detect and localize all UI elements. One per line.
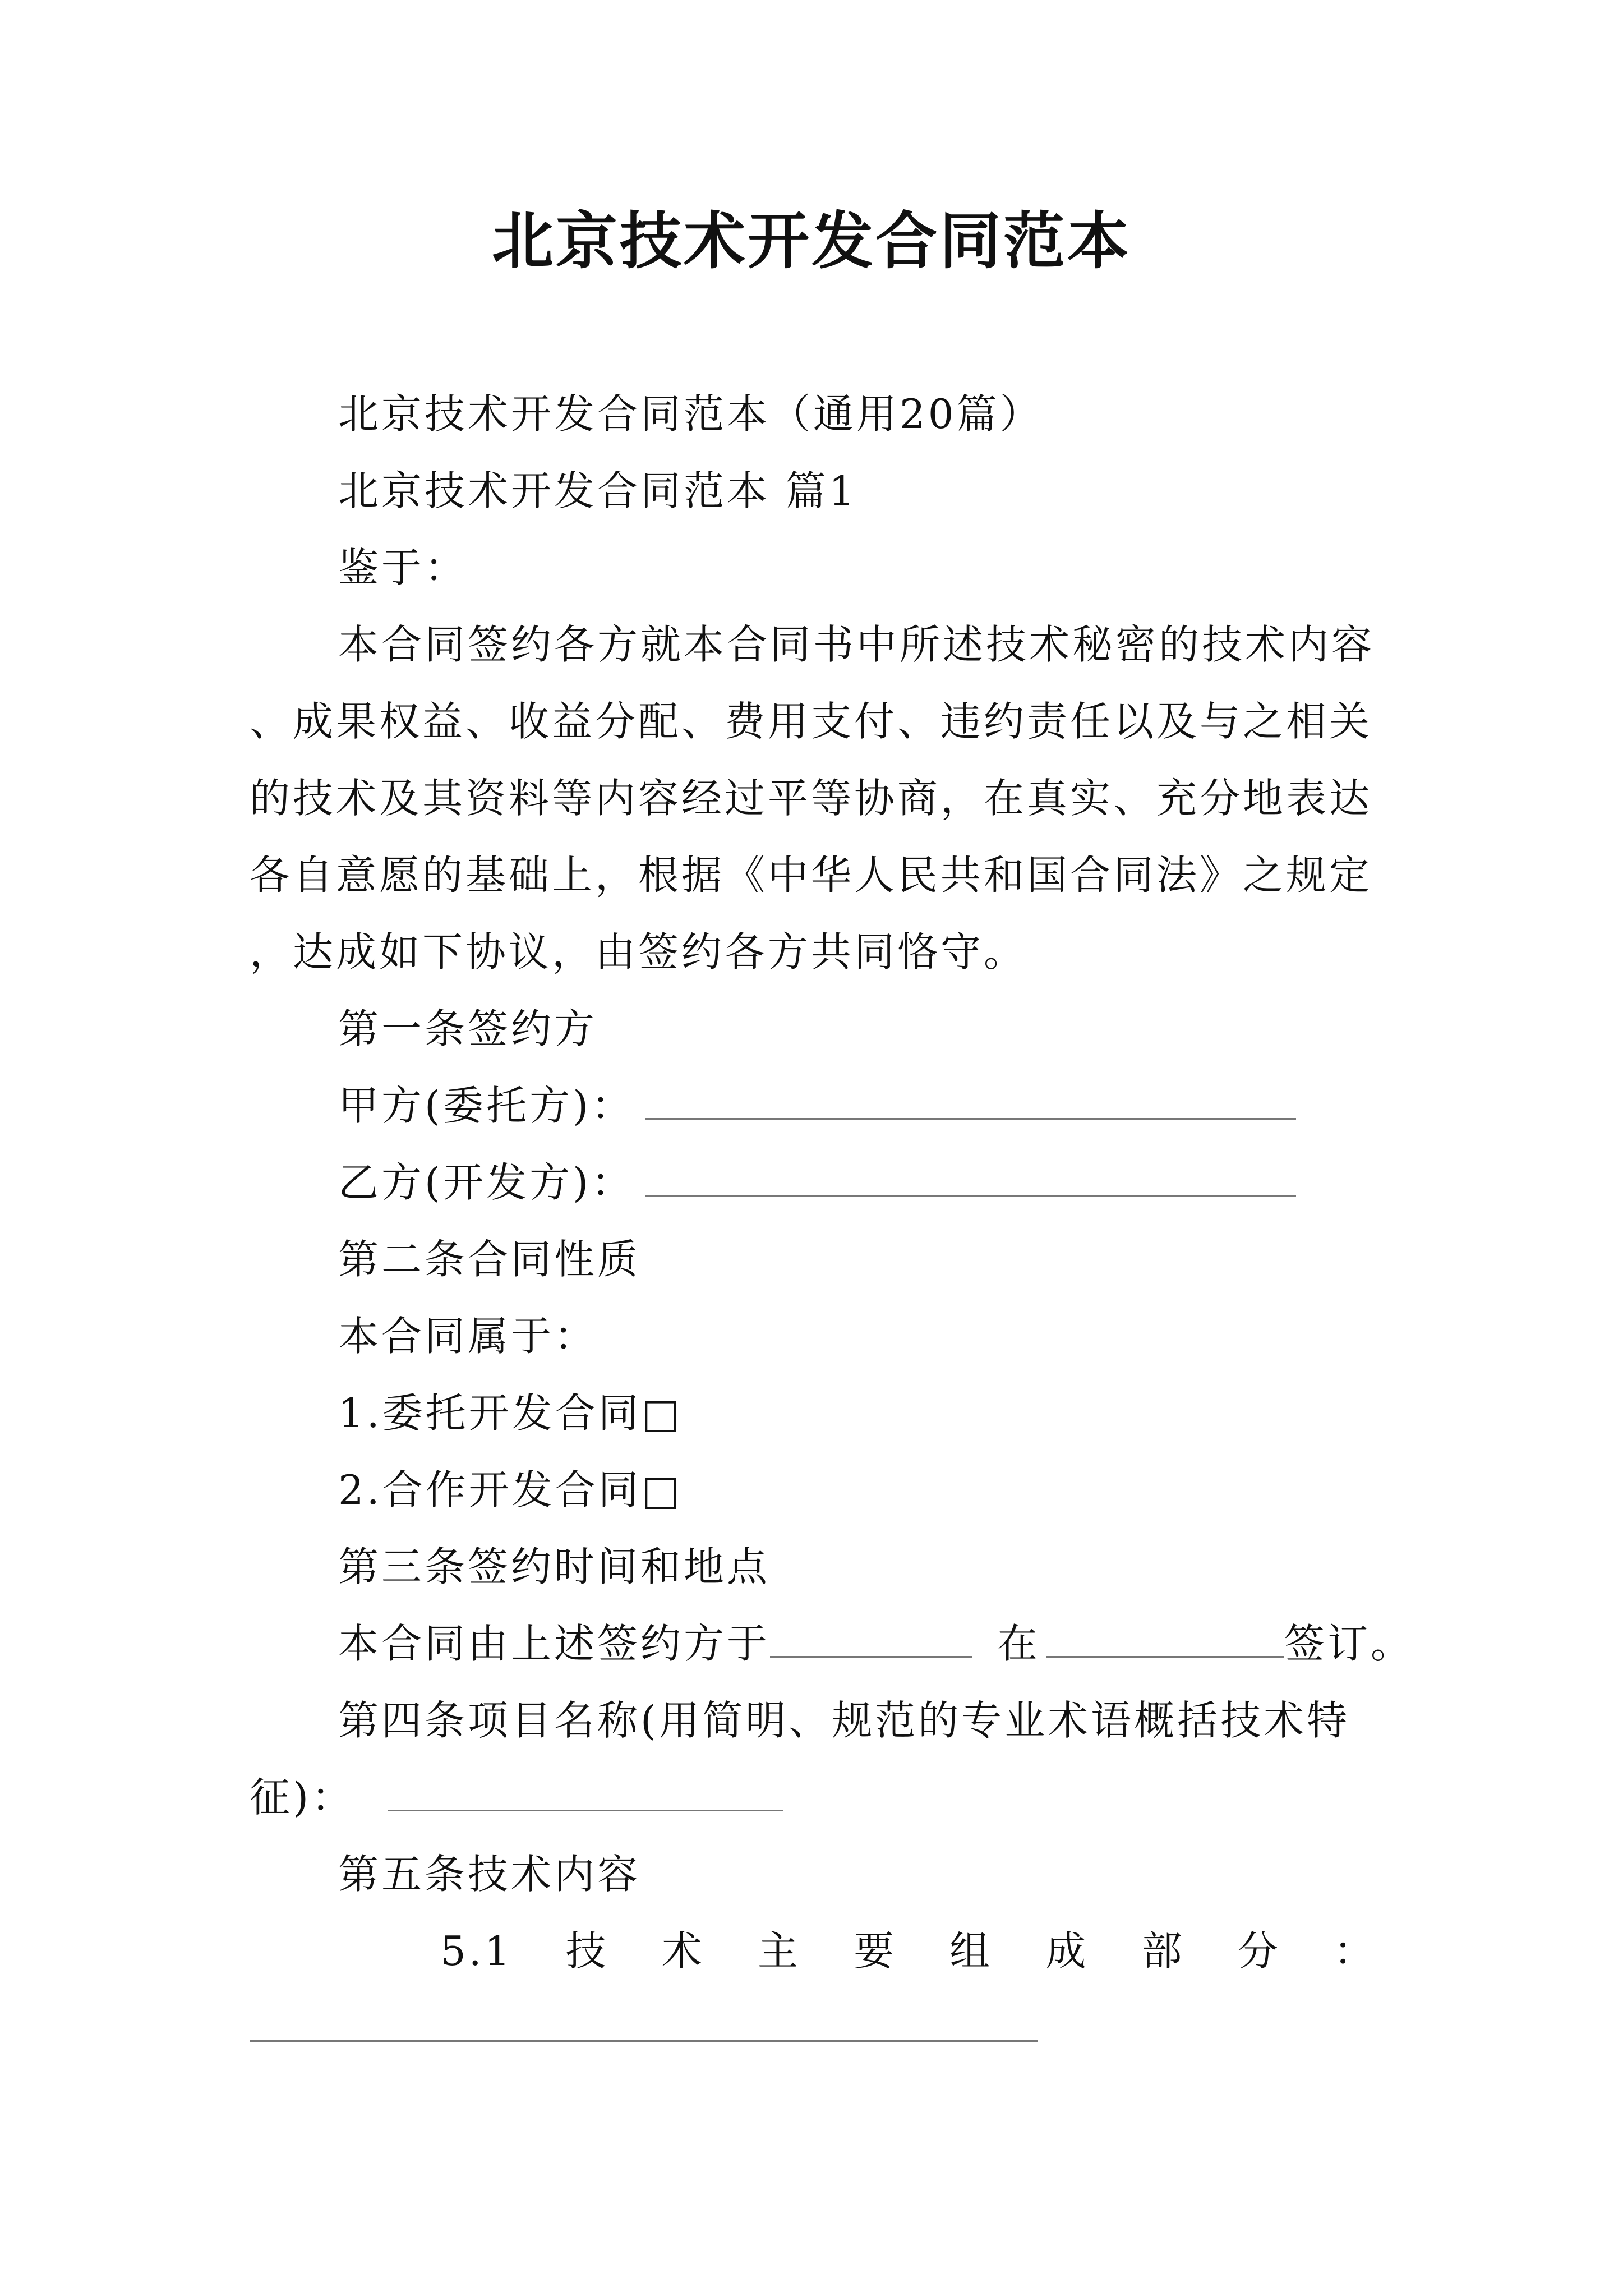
preamble-paragraph: 本合同签约各方就本合同书中所述技术秘密的技术内容、成果权益、收益分配、费用支付、违约责任以及与之相关的技术及其资料等内容经过平等协商，在真实、充分地表达各自意愿的基础上，根据《中华人民共和国合同法》之规定，达成如下协议，由签约各方共同恪守。 — [250, 621, 1375, 976]
signing-line — [250, 1605, 1414, 1682]
item-5-1-char: 部 — [1141, 1927, 1185, 1975]
intro-title: 北京技术开发合同范本（通用20篇） — [338, 390, 1043, 438]
contract-belongs-label: 本合同属于： — [338, 1313, 598, 1360]
party-a-label: 甲方(委托方)： — [338, 1082, 635, 1129]
whereas-label: 鉴于： — [338, 544, 468, 591]
article-3-title: 第三条签约时间和地点 — [338, 1543, 771, 1590]
document-title: 北京技术开发合同范本 — [492, 205, 1131, 277]
item-5-1-char: 要 — [854, 1927, 897, 1975]
item-5-1-char: 术 — [661, 1927, 705, 1975]
tech-components-line — [250, 1990, 1377, 2067]
article-4-title: 第四条项目名称(用简明、规范的专业术语概括技术特征)： — [250, 1697, 1350, 1821]
section-heading: 北京技术开发合同范本 篇1 — [338, 467, 857, 514]
document-body — [250, 376, 1414, 2067]
item-5-1-char: ： — [1333, 1927, 1377, 1975]
item-5-1-char: 组 — [949, 1927, 993, 1975]
item-5-1-char: 主 — [757, 1927, 801, 1975]
article-1-title: 第一条签约方 — [338, 1005, 598, 1052]
signing-time-blank — [770, 1611, 972, 1658]
item-5-1-char: 分 — [1237, 1927, 1281, 1975]
signing-prefix: 本合同由上述签约方于 — [338, 1620, 771, 1667]
tech-components-blank — [250, 1995, 1038, 2042]
article-5-title: 第五条技术内容 — [338, 1851, 641, 1898]
option-cooperative-development: 2.合作开发合同□ — [338, 1466, 683, 1513]
item-5-1-line — [250, 1913, 1377, 1990]
option-entrusted-development: 1.委托开发合同□ — [338, 1389, 683, 1437]
party-b-line — [250, 1144, 1377, 1221]
item-5-1-char: 成 — [1045, 1927, 1089, 1975]
signing-suffix: 签订。 — [1284, 1620, 1414, 1667]
signing-at: 在 — [997, 1620, 1041, 1667]
item-5-1-char: 5.1 — [440, 1927, 513, 1975]
party-b-label: 乙方(开发方)： — [338, 1159, 635, 1206]
party-b-blank — [645, 1150, 1296, 1197]
signing-place-blank — [1046, 1611, 1284, 1658]
project-name-blank — [388, 1765, 783, 1811]
party-a-blank — [645, 1073, 1296, 1120]
item-5-1-char: 技 — [565, 1927, 609, 1975]
article-2-title: 第二条合同性质 — [338, 1236, 641, 1283]
article-4-line — [250, 1682, 1377, 1836]
party-a-line — [250, 1068, 1377, 1144]
